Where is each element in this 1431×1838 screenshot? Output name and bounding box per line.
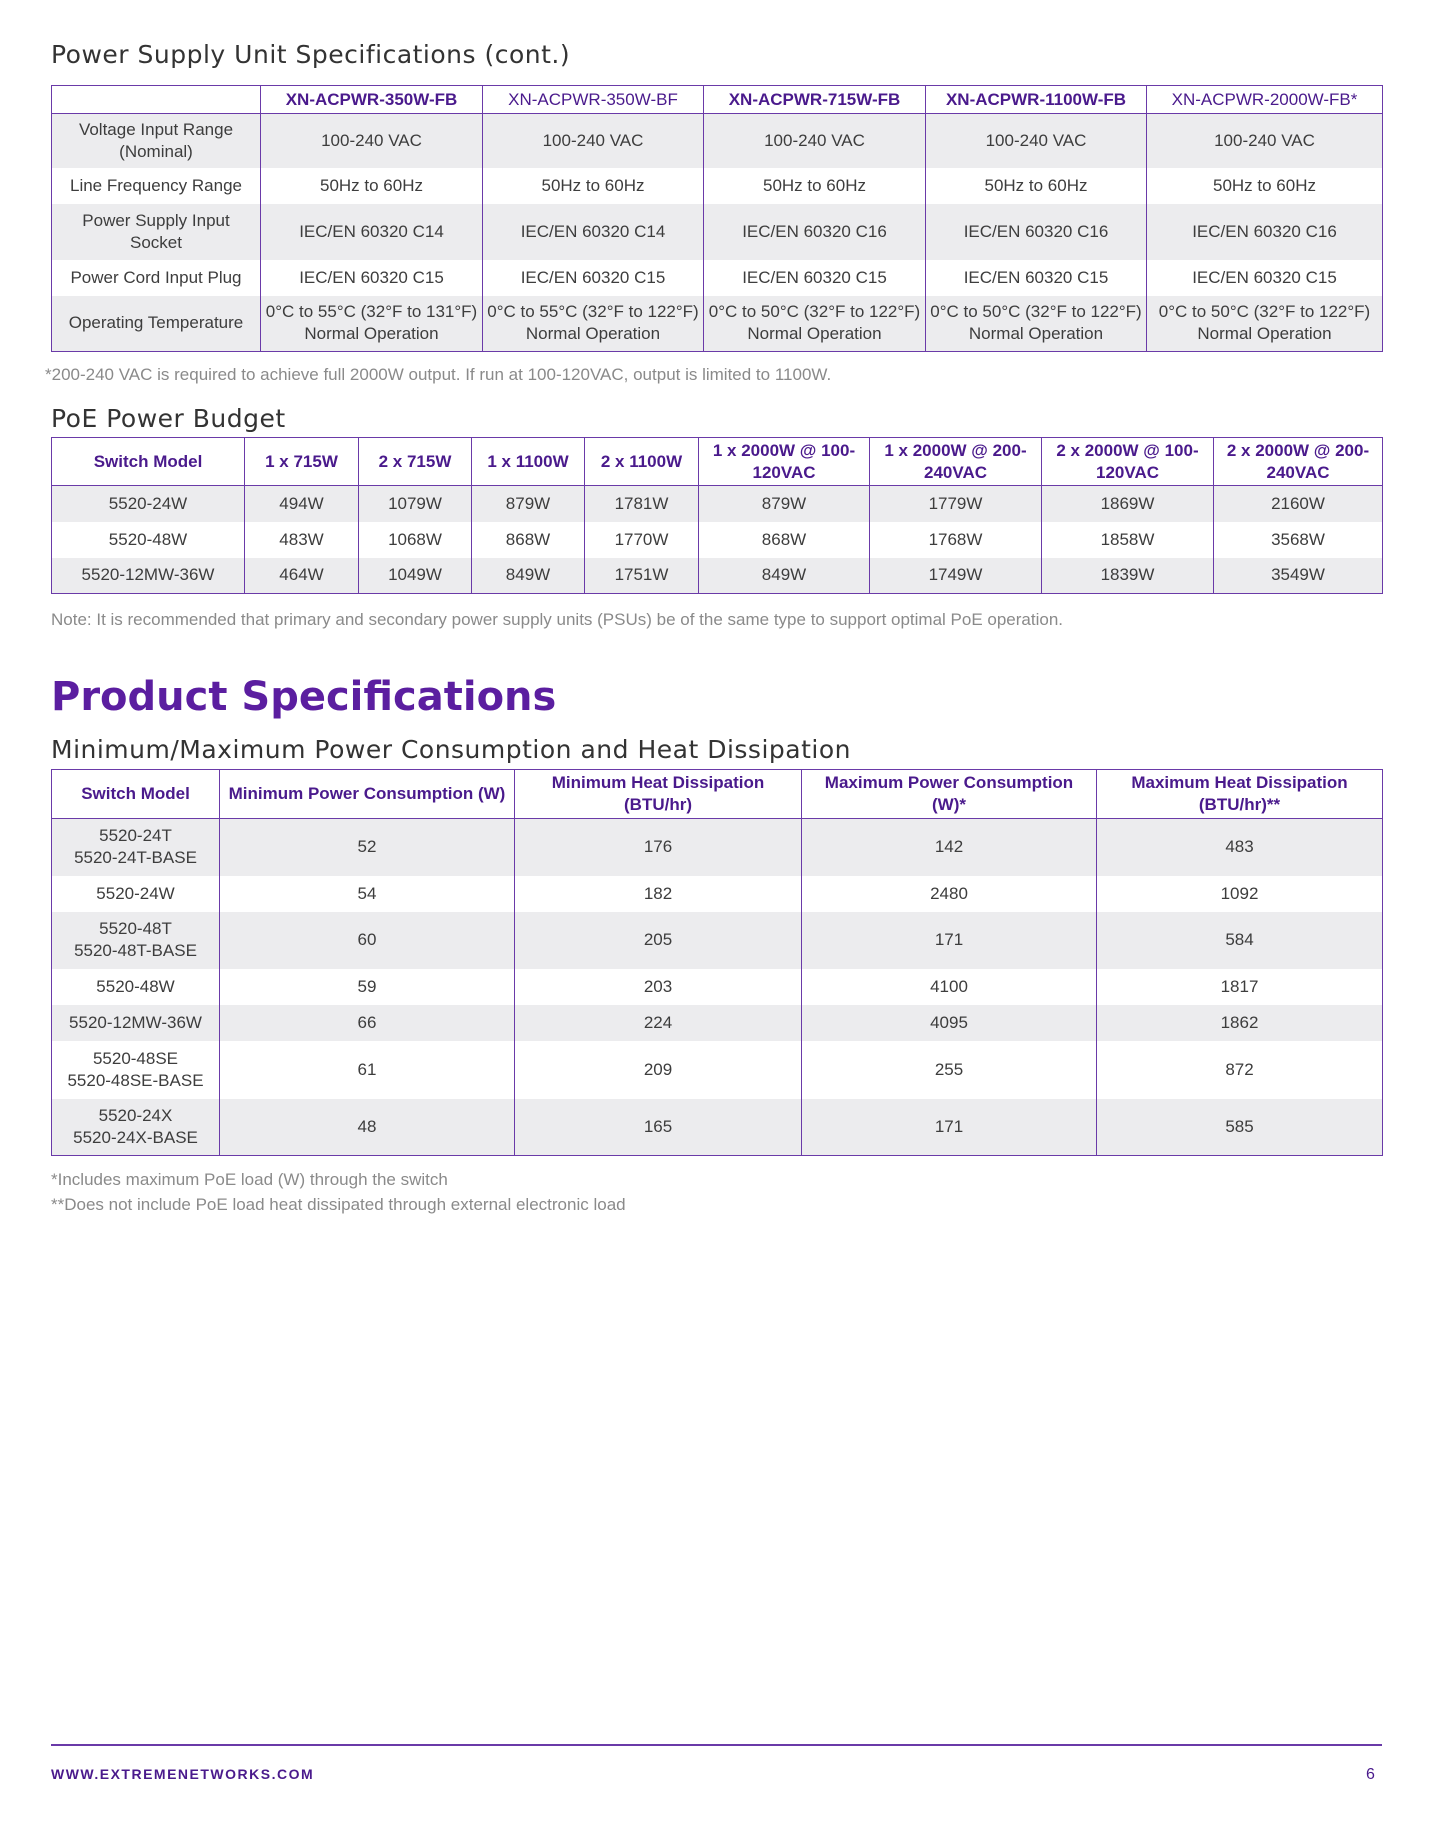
table-cell: 4095 [802, 1005, 1097, 1041]
table-cell: 1092 [1220, 883, 1259, 903]
table-cell: 483 [1097, 819, 1383, 876]
table-cell: 868W [472, 522, 585, 558]
table-row [52, 296, 1383, 352]
table-row [52, 969, 1383, 1005]
table-row [52, 522, 1383, 558]
table-cell: 0°C to 50°C (32°F to 122°F) Normal Operation [1147, 296, 1383, 352]
table-cell: 585 [1097, 1099, 1383, 1156]
table-cell: 3549W [1214, 558, 1383, 594]
table-cell: 100-240 VAC [261, 114, 483, 168]
psu-footnote: *200-240 VAC is required to achieve full 2000W output. If run at 100-120VAC, output is limited to 1100W. [45, 365, 832, 384]
table-cell: 1079W [359, 486, 472, 522]
table-cell: 584 [1097, 912, 1383, 969]
table-row [52, 486, 1383, 522]
table-cell: 61 [220, 1041, 515, 1099]
row-label: Line Frequency Range [52, 168, 261, 204]
table-cell: 100-240 VAC [483, 114, 704, 168]
table-cell: 0°C to 50°C (32°F to 122°F) Normal Operation [704, 296, 926, 352]
table-cell: 2480 [802, 876, 1097, 912]
row-label: 5520-48W [52, 522, 245, 558]
table-row [52, 1041, 1383, 1099]
table-cell: 182 [515, 876, 802, 912]
table-row [52, 114, 1383, 168]
table-cell: 60 [220, 912, 515, 969]
table-cell: 50Hz to 60Hz [483, 168, 704, 204]
table-cell: IEC/EN 60320 C15 [704, 260, 926, 296]
table-cell: 1749W [870, 558, 1042, 594]
table-cell: 483W [245, 522, 359, 558]
poe-col-header: Switch Model [52, 438, 245, 486]
poe-col-header: 2 x 2000W @ 200-240VAC [1214, 438, 1383, 486]
poe-col-header: 1 x 2000W @ 200-240VAC [870, 438, 1042, 486]
poe-col-header: 2 x 2000W @ 100-120VAC [1042, 438, 1214, 486]
table-row [52, 204, 1383, 260]
psu-spec-table [51, 85, 1383, 352]
table-cell: 59 [220, 969, 515, 1005]
product-col-header: Switch Model [52, 770, 220, 819]
poe-budget-table [51, 437, 1383, 594]
row-label: 5520-48W [52, 969, 220, 1005]
table-cell: IEC/EN 60320 C15 [261, 260, 483, 296]
poe-col-header: 1 x 715W [245, 438, 359, 486]
table-cell: 494W [245, 486, 359, 522]
table-cell: 100-240 VAC [926, 114, 1147, 168]
poe-col-header: 2 x 715W [359, 438, 472, 486]
table-cell: 2160W [1214, 486, 1383, 522]
table-cell: 879W [699, 486, 870, 522]
psu-header-row [52, 86, 1383, 114]
table-cell: IEC/EN 60320 C16 [704, 204, 926, 260]
table-row [52, 819, 1383, 876]
psu-col-header: XN-ACPWR-350W-BF [483, 86, 704, 114]
psu-col-header: XN-ACPWR-2000W-FB* [1147, 86, 1383, 114]
table-cell: 0°C to 50°C (32°F to 122°F) Normal Operation [926, 296, 1147, 352]
poe-section-title: PoE Power Budget [51, 404, 286, 433]
table-cell: 1839W [1042, 558, 1214, 594]
poe-col-header: 1 x 2000W @ 100-120VAC [699, 438, 870, 486]
psu-header-blank [52, 86, 261, 114]
poe-col-header: 2 x 1100W [585, 438, 699, 486]
table-cell: 205 [515, 912, 802, 969]
table-cell: 203 [515, 969, 802, 1005]
row-label: 5520-12MW-36W [52, 1005, 220, 1041]
table-cell: IEC/EN 60320 C14 [483, 204, 704, 260]
table-cell: IEC/EN 60320 C15 [1192, 267, 1337, 287]
row-label: 5520-48SE 5520-48SE-BASE [52, 1041, 220, 1099]
product-col-header: Minimum Power Consumption (W) [220, 770, 515, 819]
psu-section-title: Power Supply Unit Specifications (cont.) [51, 40, 571, 69]
table-cell: 50Hz to 60Hz [261, 168, 483, 204]
table-cell: 171 [802, 1099, 1097, 1156]
table-cell: 0°C to 55°C (32°F to 131°F) Normal Operation [261, 296, 483, 352]
row-label: Power Supply Input Socket [52, 204, 261, 260]
psu-col-header: XN-ACPWR-715W-FB [704, 86, 926, 114]
table-cell: 4100 [802, 969, 1097, 1005]
table-cell: 48 [220, 1099, 515, 1156]
row-label: 5520-12MW-36W [52, 558, 245, 594]
table-cell: 1858W [1042, 522, 1214, 558]
table-cell: IEC/EN 60320 C14 [261, 204, 483, 260]
table-row [52, 260, 1383, 296]
row-label: Power Cord Input Plug [52, 260, 261, 296]
page-number: 6 [1366, 1766, 1375, 1783]
table-cell: 1779W [870, 486, 1042, 522]
power-heat-table [51, 769, 1383, 1156]
poe-note: Note: It is recommended that primary and secondary power supply units (PSUs) be of the same type to support optimal PoE operation. [51, 610, 1064, 629]
table-cell: 1770W [585, 522, 699, 558]
table-cell: 52 [220, 819, 515, 876]
table-cell: 142 [802, 819, 1097, 876]
row-label: 5520-48T 5520-48T-BASE [52, 912, 220, 969]
power-heat-subtitle: Minimum/Maximum Power Consumption and Heat Dissipation [51, 735, 851, 764]
product-col-header: Maximum Power Consumption (W)* [802, 770, 1097, 819]
footer-website-link[interactable]: WWW.EXTREMENETWORKS.COM [51, 1766, 315, 1782]
table-cell: 1768W [870, 522, 1042, 558]
row-label: Operating Temperature [52, 296, 261, 352]
product-header-row [52, 770, 1383, 819]
table-cell: 50Hz to 60Hz [1213, 175, 1316, 195]
product-specifications-title: Product Specifications [51, 674, 557, 720]
product-col-header: Minimum Heat Dissipation (BTU/hr) [515, 770, 802, 819]
table-cell: 255 [802, 1041, 1097, 1099]
table-cell: 1817 [1220, 976, 1259, 996]
table-cell: 1049W [359, 558, 472, 594]
table-row [52, 168, 1383, 204]
row-label: 5520-24W [52, 486, 245, 522]
table-cell: 3568W [1271, 529, 1325, 549]
table-cell: 165 [515, 1099, 802, 1156]
table-cell: 171 [802, 912, 1097, 969]
table-cell: 872 [1225, 1059, 1254, 1079]
table-cell: 1751W [585, 558, 699, 594]
table-cell: 1781W [585, 486, 699, 522]
table-cell: 224 [515, 1005, 802, 1041]
table-row [52, 1005, 1383, 1041]
psu-col-header: XN-ACPWR-350W-FB [261, 86, 483, 114]
table-cell: 0°C to 55°C (32°F to 122°F) Normal Operation [483, 296, 704, 352]
row-label: Voltage Input Range (Nominal) [52, 114, 261, 168]
row-label: 5520-24W [52, 876, 220, 912]
product-footnote-2: **Does not include PoE load heat dissipated through external electronic load [51, 1195, 626, 1214]
table-cell: IEC/EN 60320 C16 [1147, 204, 1383, 260]
poe-col-header: 1 x 1100W [472, 438, 585, 486]
table-cell: IEC/EN 60320 C15 [483, 260, 704, 296]
table-cell: 868W [699, 522, 870, 558]
table-cell: 54 [220, 876, 515, 912]
table-row [52, 912, 1383, 969]
table-cell: 176 [515, 819, 802, 876]
table-cell: 464W [245, 558, 359, 594]
footer-divider [51, 1744, 1382, 1746]
table-cell: 66 [220, 1005, 515, 1041]
poe-header-row [52, 438, 1383, 486]
table-cell: 849W [472, 558, 585, 594]
table-cell: IEC/EN 60320 C16 [926, 204, 1147, 260]
table-cell: 100-240 VAC [704, 114, 926, 168]
table-row [52, 558, 1383, 594]
psu-col-header: XN-ACPWR-1100W-FB [926, 86, 1147, 114]
table-cell: 1068W [359, 522, 472, 558]
table-cell: 879W [472, 486, 585, 522]
table-cell: 209 [515, 1041, 802, 1099]
table-cell: IEC/EN 60320 C15 [926, 260, 1147, 296]
product-footnote-1: *Includes maximum PoE load (W) through the switch [51, 1170, 448, 1189]
table-cell: 1869W [1042, 486, 1214, 522]
row-label: 5520-24X 5520-24X-BASE [52, 1099, 220, 1156]
table-cell: 1862 [1097, 1005, 1383, 1041]
row-label: 5520-24T 5520-24T-BASE [52, 819, 220, 876]
table-cell: 100-240 VAC [1147, 114, 1383, 168]
table-row [52, 1099, 1383, 1156]
table-cell: 50Hz to 60Hz [926, 168, 1147, 204]
table-cell: 50Hz to 60Hz [704, 168, 926, 204]
table-cell: 849W [699, 558, 870, 594]
product-col-header: Maximum Heat Dissipation (BTU/hr)** [1097, 770, 1383, 819]
table-row [52, 876, 1383, 912]
